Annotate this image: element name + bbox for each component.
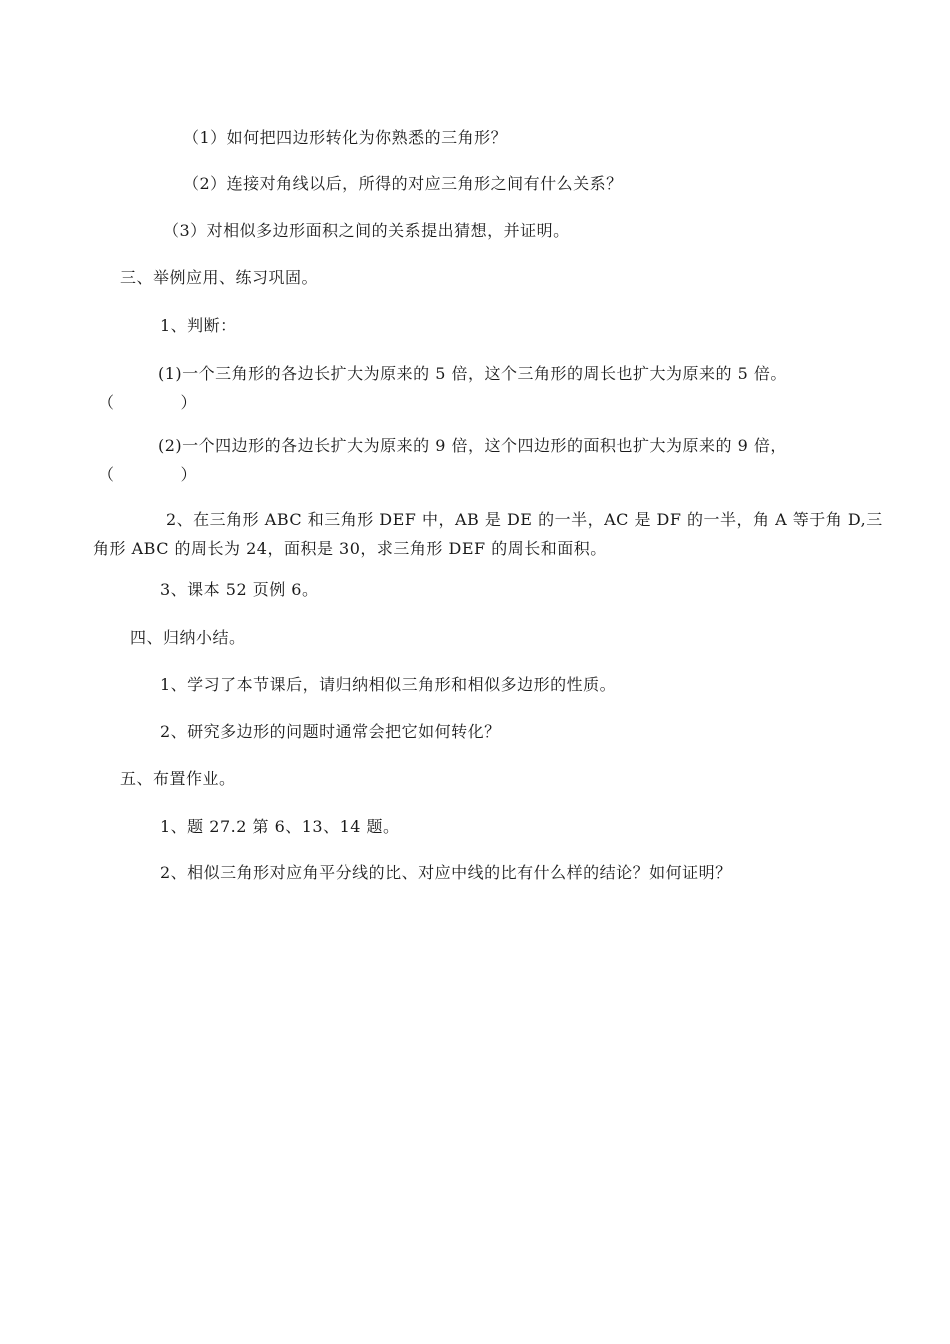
judge-item-1: [98, 359, 868, 417]
judge-label: 1、判断：: [160, 316, 237, 335]
problem-3: 3、课本 52 页例 6。: [160, 580, 319, 599]
homework-item-2: 2、相似三角形对应角平分线的比、对应中线的比有什么样的结论？如何证明？: [160, 863, 732, 882]
summary-item-2: 2、研究多边形的问题时通常会把它如何转化？: [160, 722, 501, 741]
homework-item-1: 1、题 27.2 第 6、13、14 题。: [160, 817, 400, 836]
section-3-heading: 三、举例应用、练习巩固。: [120, 268, 319, 287]
problem-2-line-1: 2、在三角形 ABC 和三角形 DEF 中，AB 是 DE 的一半，AC 是 DF 的一半，角 A 等于角 D,三: [166, 510, 883, 529]
problem-2: [93, 505, 883, 563]
question-1: （1）如何把四边形转化为你熟悉的三角形？: [183, 128, 508, 147]
judge-item-2-text: (2)一个四边形的各边长扩大为原来的 9 倍，这个四边形的面积也扩大为原来的 9 倍，: [158, 436, 787, 455]
section-5-heading: 五、布置作业。: [120, 769, 236, 788]
problem-2-line-2: 角形 ABC 的周长为 24，面积是 30，求三角形 DEF 的周长和面积。: [93, 539, 607, 558]
question-2: （2）连接对角线以后，所得的对应三角形之间有什么关系？: [183, 174, 623, 193]
question-3: （3）对相似多边形面积之间的关系提出猜想，并证明。: [163, 221, 570, 240]
summary-item-1: 1、学习了本节课后，请归纳相似三角形和相似多边形的性质。: [160, 675, 617, 694]
judge-item-2: [98, 431, 868, 489]
judge-item-2-answer-blank: （ ）: [98, 465, 198, 484]
judge-item-1-text: (1)一个三角形的各边长扩大为原来的 5 倍，这个三角形的周长也扩大为原来的 5 倍。: [158, 364, 787, 383]
judge-item-1-answer-blank: （ ）: [98, 393, 198, 412]
section-4-heading: 四、归纳小结。: [130, 628, 246, 647]
